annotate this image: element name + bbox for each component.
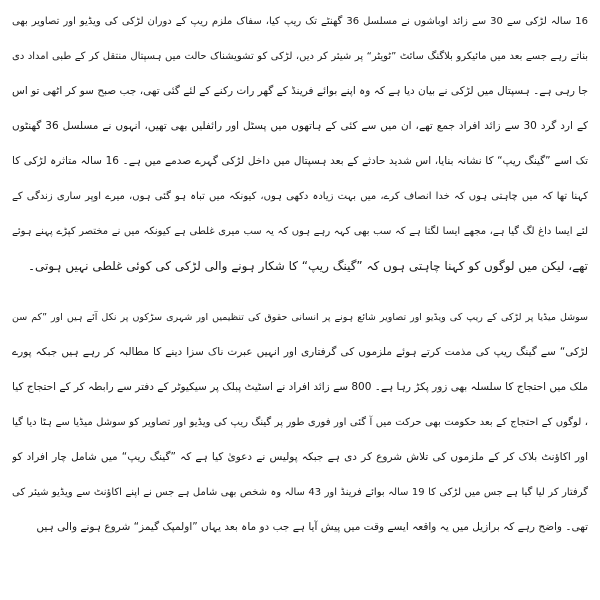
paragraph-line: کے ارد گرد 30 سے زائد افراد جمع تھے، ان میں سے کئی کے ہاتھوں میں پسٹل اور رائفلیں بھی تھیں، انہوں نے مسلسل 36 گھنٹوں	[12, 120, 588, 132]
paragraph-line: بناتے رہے جسے بعد میں مائیکرو بلاگنگ سائٹ ”ٹویٹر“ پر شیئر کر دیں، لڑکی کو تشویشناک حالت میں ہسپتال منتقل کر کے طبی امداد دی	[12, 51, 588, 62]
paragraph-line: 16 سالہ لڑکی سے 30 سے زائد اوباشوں نے مسلسل 36 گھنٹے تک ریپ کیا، سفاک ملزم ریپ کے دوران لڑکی کی ویڈیو اور تصاویر بھی	[12, 16, 588, 27]
paragraph-line: جا رہی ہے۔ ہسپتال میں لڑکی نے بیان دیا ہے کہ وہ اپنے بوائے فرینڈ کے گھر رات رکنے کے لئے گئی تھی، جب صبح سو کر اٹھی تو اس	[12, 85, 588, 97]
paragraph-line: لڑکی“ سے گینگ ریپ کی مذمت کرتے ہوئے ملزموں کی گرفتاری اور انہیں عبرت ناک سزا دینے کا مطالبہ کر رہے ہیں جبکہ پورے	[12, 346, 588, 358]
paragraph-line: ، لوگوں کے احتجاج کے بعد حکومت بھی حرکت میں آ گئی اور فوری طور پر گینگ ریپ کی ویڈیو اور تصاویر کو سوشل میڈیا سے ہٹا دیا گیا	[12, 417, 588, 428]
paragraph-line: گرفتار کر لیا گیا ہے جس میں لڑکی کا 19 سالہ بوائے فرینڈ اور 43 سالہ وہ شخص بھی شامل ہے جس نے اپنے اکاؤنٹ سے ویڈیو شیئر کی	[12, 487, 588, 498]
paragraph-line: تک اسے ”گینگ ریپ“ کا نشانہ بنایا، اس شدید حادثے کے بعد ہسپتال میں داخل لڑکی گہرے صدمے میں ہے۔ 16 سالہ متاثرہ لڑکی کا	[12, 155, 588, 167]
paragraph-line: اور اکاؤنٹ بلاک کر کے ملزموں کی تلاش شروع کر دی ہے جبکہ پولیس نے دعویٰ کیا ہے کہ ”گینگ ریپ“ میں شامل چار افراد کو	[12, 451, 588, 463]
paragraph-line: سوشل میڈیا پر لڑکی کے ریپ کی ویڈیو اور تصاویر شائع ہونے پر انسانی حقوق کی تنظیمیں اور شہری سڑکوں پر نکل آئے ہیں اور ”کم سن	[12, 312, 588, 323]
article-paragraph-2	[12, 300, 588, 545]
paragraph-line: کہنا تھا کہ میں چاہتی ہوں کہ خدا انصاف کرے، میں بہت زیادہ دکھی ہوں، کیونکہ میں تباہ ہو گئی ہوں، میرے اوپر ساری زندگی کے	[12, 191, 588, 202]
paragraph-line: تھے، لیکن میں لوگوں کو کہنا چاہتی ہوں کہ ”گینگ ریپ“ کا شکار ہونے والی لڑکی کی کوئی غلطی نہیں ہوتی۔	[27, 259, 588, 273]
paragraph-line: ملک میں احتجاج کا سلسلہ بھی زور پکڑ رہا ہے۔ 800 سے زائد افراد نے اسٹیٹ پبلک پر سیکیوٹر کے دفتر سے رابطہ کر کے احتجاج کیا	[12, 381, 588, 393]
paragraph-line: تھی۔ واضح رہے کہ برازیل میں یہ واقعہ ایسے وقت میں پیش آیا ہے جب دو ماہ بعد یہاں ”اولمپک گیمز“ شروع ہونے والی ہیں	[36, 521, 588, 533]
article-paragraph-1	[12, 4, 588, 284]
paragraph-line: لئے ایسا داغ لگ گیا ہے، مجھے ایسا لگتا ہے کہ سب بھی کہہ رہے ہوں کہ یہ سب میری غلطی ہے کیونکہ میں نے مختصر کپڑے پہنے ہوئے	[12, 226, 588, 237]
